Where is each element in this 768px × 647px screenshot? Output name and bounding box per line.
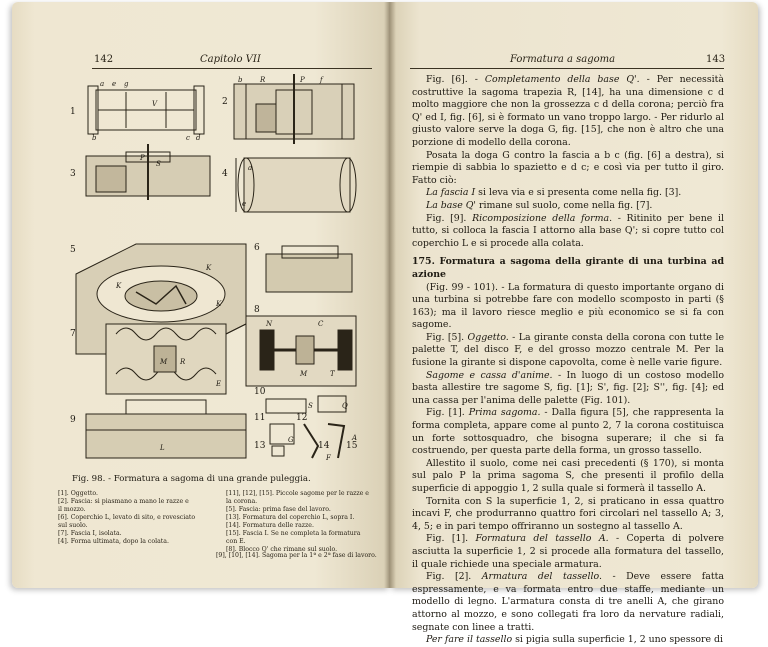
paragraph-text: - In luogo di un costoso modello basta allestire tre sagome S, fig. [1]; S', fig. [2]; S'', fig. [4]; ed una cassa per l'anima delle palette (Fig. 101).	[412, 369, 725, 406]
fig-label-2: 2	[222, 97, 228, 107]
paragraph	[412, 407, 724, 457]
legend-item: [14]. Formatura delle razze.	[226, 522, 314, 529]
svg-text:T: T	[330, 370, 335, 378]
paragraph-title: Completamento della base Q'.	[484, 74, 640, 85]
paragraph-text: si pigia sulla superficie 1, 2 uno spessore di	[512, 634, 723, 646]
paragraph	[412, 571, 724, 634]
left-head-rule	[92, 68, 372, 69]
open-book	[4, 2, 766, 646]
paragraph-text: - Coperta di polvere asciutta la superficie 1, 2 si procede alla formatura del tassello, il quale richiede una speciale armatura.	[412, 533, 724, 570]
paragraph	[412, 370, 724, 408]
paragraph-text: rimane sul suolo, come nella fig. [7].	[476, 199, 653, 211]
svg-text:M: M	[160, 358, 168, 366]
paragraph-title: Armatura del tassello.	[481, 571, 602, 583]
legend-item: [5]. Fascia: prima fase del lavoro.	[226, 506, 331, 513]
legend-item: il mozzo.	[58, 506, 86, 513]
fig-label-11: 11	[254, 413, 266, 423]
fig-label-7: 7	[70, 329, 76, 339]
legend-footer: [9], [10], [14]. Sagoma per la 1ª e 2ª fase di lavoro.	[216, 552, 377, 559]
legend-item: [8]. Blocco Q' che rimane sul suolo.	[226, 546, 338, 553]
paragraph	[412, 332, 724, 370]
right-running-head: Formatura a sagoma	[510, 54, 616, 65]
paragraph-text: - Dalla figura [5], che rappresenta la forma completa, appare come al punto 2, 7 la corona costituisca un forte sottosquadro, che bisogna superare; il che si fa costruendo, per questa parte della forma, un grosso tassello.	[412, 407, 724, 457]
paragraph-text: - Ritinito per bene il tutto, si colloca la fascia I attorno alla base Q'; si copre tutto col coperchio L e si procede alla colata.	[412, 212, 724, 249]
fig-label-10: 10	[254, 387, 266, 397]
paragraph-text: - La girante consta della corona con tutte le palette T, del disco F, e del grosso mozzo centrale M. Per la fusione la girante si dispone capovolta, come è nelle varie figure.	[412, 331, 724, 369]
svg-text:e: e	[112, 80, 117, 88]
paragraph-lead: Fig. [6]. -	[426, 74, 485, 85]
svg-text:M: M	[300, 370, 308, 378]
svg-text:c: c	[186, 134, 190, 142]
svg-text:V: V	[152, 100, 158, 108]
fig-1-drawing	[88, 86, 204, 134]
legend-item: [4]. Forma ultimata, dopo la colata.	[58, 538, 169, 545]
book-gutter	[384, 2, 396, 588]
paragraph-text: - Per necessità costruttive la sagoma trapezia R, [14], ha una dimensione c d molto maggiore che non la grossezza c d della corona; perciò fra Q' ed I, fig. [6], si è formato un vano troppo largo. - Per ridurlo al giusto valore serve la doga G, fig. [15], che non è altro che una porzione di modello della corona.	[412, 74, 724, 148]
legend-item: [2]. Fascia: si piasmano a mano le razze e	[58, 498, 189, 505]
paragraph-text: Posata la doga G contro la fascia a b c (fig. [6] a destra), si riempie di sabbia lo spazietto e d c; e così via per tutto il giro. Fatto ciò:	[412, 149, 724, 186]
legend-item: con E.	[226, 538, 246, 545]
svg-text:P: P	[140, 154, 145, 162]
svg-text:L: L	[160, 444, 165, 452]
fig-label-4: 4	[222, 169, 228, 179]
paragraph	[412, 200, 724, 213]
paragraph-lead: Fig. [1].	[426, 407, 469, 419]
legend-item: sul suolo.	[58, 522, 88, 529]
paragraph-title: La fascia I	[426, 187, 476, 199]
legend-item: [15]. Fascia I. Se ne completa la formatura	[226, 530, 361, 537]
paragraph-title: La base Q'	[426, 199, 476, 211]
legend-item: la corona.	[226, 498, 258, 505]
svg-text:N: N	[266, 320, 273, 328]
fig-2-drawing	[234, 74, 354, 144]
paragraph	[412, 150, 724, 188]
body-text	[412, 74, 724, 647]
legend-item: [1]. Oggetto.	[58, 490, 98, 497]
svg-text:b: b	[92, 134, 97, 142]
svg-text:d: d	[196, 134, 201, 142]
svg-text:K: K	[116, 282, 122, 290]
paragraph-text: - Deve essere fatta espressamente, e va formata entro due staffe, mediante un modello di legno. L'armatura consta di tre anelli A, che girano attorno al mozzo, e sono collegati fra loro da nervature radiali, segnate con linee a tratti.	[412, 571, 724, 633]
paragraph	[412, 282, 724, 332]
svg-text:g: g	[124, 80, 129, 88]
paragraph-text: Allestito il suolo, come nei casi precedenti (§ 170), si monta sul palo P la prima sagoma S, che presenti il profilo della superficie di appoggio 1, 2 sulla quale si formerà il tassello A.	[412, 457, 724, 494]
section-heading: 175. Formatura a sagoma della girante di una turbina ad azione	[412, 256, 724, 280]
fig-label-13: 13	[254, 441, 266, 451]
paragraph	[412, 74, 724, 150]
legend-left-column	[58, 490, 208, 546]
paragraph-text: si leva via e si presenta come nella fig. [3].	[475, 187, 682, 199]
svg-text:e: e	[242, 200, 247, 208]
figure-legend	[58, 490, 376, 560]
paragraph	[412, 458, 724, 496]
paragraph	[412, 634, 724, 647]
fig-label-15: 15	[346, 441, 358, 451]
fig-6-drawing	[266, 246, 352, 292]
paragraph-title: Oggetto.	[467, 331, 509, 343]
fig-label-14: 14	[318, 441, 330, 451]
paragraph-title: Ricomposizione della forma.	[472, 212, 613, 224]
fig-label-9: 9	[70, 415, 76, 425]
paragraph	[412, 213, 724, 251]
paragraph-lead: Fig. [9].	[426, 212, 473, 224]
legend-item: [13]. Formatura del coperchio L, sopra I.	[226, 514, 355, 521]
svg-text:Q: Q	[342, 402, 348, 410]
paragraph	[412, 533, 724, 571]
figure-caption: Fig. 98. - Formatura a sagoma di una grande puleggia.	[72, 474, 311, 484]
figs-10-15-drawing	[266, 396, 346, 458]
legend-item: [7]. Fascia I, isolata.	[58, 530, 122, 537]
svg-text:G: G	[288, 436, 294, 444]
fig-9-drawing	[86, 400, 246, 458]
paragraph-lead: Fig. [1].	[426, 533, 476, 545]
legend-item: [6]. Coperchio L, levato di sito, e rovesciato	[58, 514, 196, 521]
svg-text:E: E	[216, 380, 222, 388]
paragraph-title: Sagome e cassa d'anime.	[426, 369, 553, 381]
paragraphs-before-section	[412, 74, 724, 250]
right-head-rule	[410, 68, 724, 69]
paragraph	[412, 187, 724, 200]
paragraph-title: Per fare il tassello	[426, 634, 513, 646]
svg-text:R: R	[180, 358, 186, 366]
svg-text:a: a	[100, 80, 105, 88]
paragraph	[412, 496, 724, 534]
paragraph-text: (Fig. 99 - 101). - La formatura di questo importante organo di una turbina si potrebbe fare con modello scomposto in parti (§ 163); ma il lavoro riesce meglio e più economico se si fa con sagome.	[412, 281, 724, 331]
svg-text:K: K	[216, 300, 222, 308]
right-page-number: 143	[706, 54, 726, 65]
svg-text:a: a	[248, 164, 253, 172]
svg-text:P: P	[300, 76, 305, 84]
svg-text:S: S	[156, 160, 161, 168]
fig-4-drawing	[236, 158, 356, 212]
paragraph-title: Prima sagoma.	[468, 407, 541, 419]
fig-label-1: 1	[70, 107, 76, 117]
paragraph-title: Formatura del tassello A.	[475, 533, 609, 545]
paragraph-lead: Fig. [2].	[426, 571, 482, 583]
paragraphs-after-section	[412, 282, 724, 647]
legend-right-column	[226, 490, 376, 554]
svg-text:R: R	[260, 76, 266, 84]
left-page	[12, 2, 390, 588]
paragraph-lead: Fig. [5].	[426, 331, 468, 343]
legend-item: [11], [12], [15]. Piccole sagome per le razze e	[226, 490, 369, 497]
svg-text:K: K	[206, 264, 212, 272]
fig-label-8: 8	[254, 305, 260, 315]
right-page	[390, 2, 758, 646]
figure-plate	[56, 74, 366, 470]
fig-label-3: 3	[70, 169, 76, 179]
fig-3-drawing	[86, 144, 210, 200]
svg-text:C: C	[318, 320, 324, 328]
fig-label-6: 6	[254, 243, 260, 253]
svg-text:F: F	[326, 454, 331, 462]
svg-text:b: b	[238, 76, 243, 84]
left-page-number: 142	[94, 54, 114, 65]
paragraph-text: Tornita con S la superficie 1, 2, si praticano in essa quattro incavi F, che produrranno quattro fori circolari nel tassello A; 3, 4, 5; e in pari tempo offriranno un sostegno al tassello A.	[412, 495, 724, 532]
left-running-head: Capitolo VII	[200, 54, 261, 65]
svg-text:f: f	[320, 76, 323, 84]
svg-text:S: S	[308, 402, 313, 410]
svg-text:A: A	[352, 434, 358, 442]
fig-label-5: 5	[70, 245, 76, 255]
fig-label-12: 12	[296, 413, 308, 423]
